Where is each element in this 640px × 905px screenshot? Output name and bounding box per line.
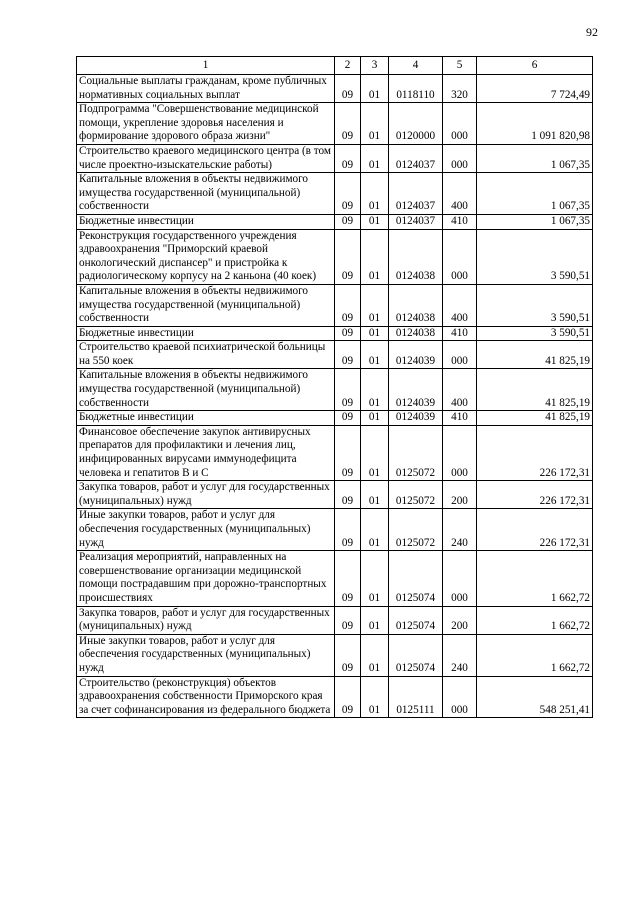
subsection-code: 01 <box>361 284 389 326</box>
section-code: 09 <box>335 75 361 103</box>
target-article-code: 0125072 <box>389 481 443 509</box>
subsection-code: 01 <box>361 676 389 718</box>
expense-type-code: 000 <box>443 341 477 369</box>
row-name: Бюджетные инвестиции <box>77 411 335 426</box>
expense-type-code: 000 <box>443 425 477 480</box>
expense-type-code: 000 <box>443 676 477 718</box>
target-article-code: 0125072 <box>389 509 443 551</box>
table-row <box>77 634 593 676</box>
section-code: 09 <box>335 284 361 326</box>
target-article-code: 0124039 <box>389 369 443 411</box>
subsection-code: 01 <box>361 425 389 480</box>
row-name: Закупка товаров, работ и услуг для государственных (муниципальных) нужд <box>77 606 335 634</box>
expense-type-code: 410 <box>443 326 477 341</box>
column-header: 6 <box>477 57 593 75</box>
amount: 1 067,35 <box>477 173 593 215</box>
row-name: Иные закупки товаров, работ и услуг для обеспечения государственных (муниципальных) нужд <box>77 634 335 676</box>
target-article-code: 0125074 <box>389 606 443 634</box>
target-article-code: 0125074 <box>389 634 443 676</box>
expense-type-code: 400 <box>443 369 477 411</box>
subsection-code: 01 <box>361 103 389 145</box>
section-code: 09 <box>335 103 361 145</box>
amount: 41 825,19 <box>477 369 593 411</box>
column-header: 1 <box>77 57 335 75</box>
subsection-code: 01 <box>361 509 389 551</box>
row-name: Подпрограмма "Совершенствование медицинской помощи, укрепление здоровья населения и формирование здорового образа жизни" <box>77 103 335 145</box>
section-code: 09 <box>335 326 361 341</box>
amount: 3 590,51 <box>477 284 593 326</box>
section-code: 09 <box>335 173 361 215</box>
target-article-code: 0124038 <box>389 229 443 284</box>
table-row <box>77 676 593 718</box>
target-article-code: 0124037 <box>389 144 443 172</box>
target-article-code: 0125074 <box>389 551 443 606</box>
amount: 41 825,19 <box>477 411 593 426</box>
expense-type-code: 200 <box>443 481 477 509</box>
subsection-code: 01 <box>361 481 389 509</box>
table-row <box>77 509 593 551</box>
subsection-code: 01 <box>361 214 389 229</box>
section-code: 09 <box>335 425 361 480</box>
table-row <box>77 369 593 411</box>
row-name: Капитальные вложения в объекты недвижимого имущества государственной (муниципальной) собственности <box>77 369 335 411</box>
section-code: 09 <box>335 144 361 172</box>
row-name: Бюджетные инвестиции <box>77 214 335 229</box>
target-article-code: 0124039 <box>389 341 443 369</box>
amount: 41 825,19 <box>477 341 593 369</box>
target-article-code: 0124037 <box>389 214 443 229</box>
amount: 226 172,31 <box>477 509 593 551</box>
target-article-code: 0120000 <box>389 103 443 145</box>
row-name: Строительство краевой психиатрической больницы на 550 коек <box>77 341 335 369</box>
target-article-code: 0118110 <box>389 75 443 103</box>
row-name: Финансовое обеспечение закупок антивирусных препаратов для профилактики и лечения лиц, инфицированных вирусами иммунодефицита человека и гепатитов В и С <box>77 425 335 480</box>
column-header: 5 <box>443 57 477 75</box>
row-name: Капитальные вложения в объекты недвижимого имущества государственной (муниципальной) собственности <box>77 284 335 326</box>
row-name: Реконструкция государственного учреждения здравоохранения "Приморский краевой онкологический диспансер" и пристройка к радиологическому корпусу на 2 каньона (40 коек) <box>77 229 335 284</box>
row-name: Реализация мероприятий, направленных на совершенствование организации медицинской помощи пострадавшим при дорожно-транспортных происшествиях <box>77 551 335 606</box>
expense-type-code: 200 <box>443 606 477 634</box>
subsection-code: 01 <box>361 173 389 215</box>
target-article-code: 0125111 <box>389 676 443 718</box>
page-number: 92 <box>586 25 598 39</box>
row-name: Строительство (реконструкция) объектов здравоохранения собственности Приморского края за счет софинансирования из федерального бюджета <box>77 676 335 718</box>
section-code: 09 <box>335 606 361 634</box>
section-code: 09 <box>335 229 361 284</box>
section-code: 09 <box>335 676 361 718</box>
amount: 226 172,31 <box>477 425 593 480</box>
subsection-code: 01 <box>361 326 389 341</box>
table-row <box>77 214 593 229</box>
amount: 1 067,35 <box>477 144 593 172</box>
table-row <box>77 144 593 172</box>
subsection-code: 01 <box>361 341 389 369</box>
budget-table <box>76 56 593 718</box>
section-code: 09 <box>335 481 361 509</box>
column-header: 4 <box>389 57 443 75</box>
target-article-code: 0124039 <box>389 411 443 426</box>
amount: 3 590,51 <box>477 229 593 284</box>
target-article-code: 0124038 <box>389 284 443 326</box>
amount: 226 172,31 <box>477 481 593 509</box>
table-row <box>77 284 593 326</box>
target-article-code: 0124038 <box>389 326 443 341</box>
table-row <box>77 229 593 284</box>
subsection-code: 01 <box>361 606 389 634</box>
target-article-code: 0124037 <box>389 173 443 215</box>
row-name: Строительство краевого медицинского центра (в том числе проектно-изыскательские работы) <box>77 144 335 172</box>
table-row <box>77 341 593 369</box>
expense-type-code: 400 <box>443 284 477 326</box>
row-name: Иные закупки товаров, работ и услуг для обеспечения государственных (муниципальных) нужд <box>77 509 335 551</box>
table-row <box>77 326 593 341</box>
section-code: 09 <box>335 551 361 606</box>
section-code: 09 <box>335 411 361 426</box>
subsection-code: 01 <box>361 75 389 103</box>
subsection-code: 01 <box>361 411 389 426</box>
subsection-code: 01 <box>361 229 389 284</box>
table-row <box>77 481 593 509</box>
row-name: Капитальные вложения в объекты недвижимого имущества государственной (муниципальной) собственности <box>77 173 335 215</box>
row-name: Социальные выплаты гражданам, кроме публичных нормативных социальных выплат <box>77 75 335 103</box>
amount: 7 724,49 <box>477 75 593 103</box>
subsection-code: 01 <box>361 551 389 606</box>
expense-type-code: 000 <box>443 229 477 284</box>
expense-type-code: 320 <box>443 75 477 103</box>
table-row <box>77 411 593 426</box>
amount: 3 590,51 <box>477 326 593 341</box>
table-row <box>77 103 593 145</box>
column-header: 3 <box>361 57 389 75</box>
section-code: 09 <box>335 214 361 229</box>
amount: 548 251,41 <box>477 676 593 718</box>
section-code: 09 <box>335 341 361 369</box>
table-row <box>77 551 593 606</box>
table-row <box>77 75 593 103</box>
amount: 1 067,35 <box>477 214 593 229</box>
amount: 1 662,72 <box>477 551 593 606</box>
row-name: Бюджетные инвестиции <box>77 326 335 341</box>
expense-type-code: 400 <box>443 173 477 215</box>
row-name: Закупка товаров, работ и услуг для государственных (муниципальных) нужд <box>77 481 335 509</box>
expense-type-code: 000 <box>443 551 477 606</box>
table-row <box>77 173 593 215</box>
expense-type-code: 410 <box>443 214 477 229</box>
table-row <box>77 425 593 480</box>
column-header: 2 <box>335 57 361 75</box>
section-code: 09 <box>335 634 361 676</box>
expense-type-code: 000 <box>443 144 477 172</box>
subsection-code: 01 <box>361 634 389 676</box>
subsection-code: 01 <box>361 144 389 172</box>
header-row <box>77 57 593 75</box>
section-code: 09 <box>335 369 361 411</box>
amount: 1 091 820,98 <box>477 103 593 145</box>
target-article-code: 0125072 <box>389 425 443 480</box>
table-row <box>77 606 593 634</box>
subsection-code: 01 <box>361 369 389 411</box>
expense-type-code: 240 <box>443 509 477 551</box>
amount: 1 662,72 <box>477 606 593 634</box>
expense-type-code: 240 <box>443 634 477 676</box>
expense-type-code: 410 <box>443 411 477 426</box>
amount: 1 662,72 <box>477 634 593 676</box>
section-code: 09 <box>335 509 361 551</box>
expense-type-code: 000 <box>443 103 477 145</box>
